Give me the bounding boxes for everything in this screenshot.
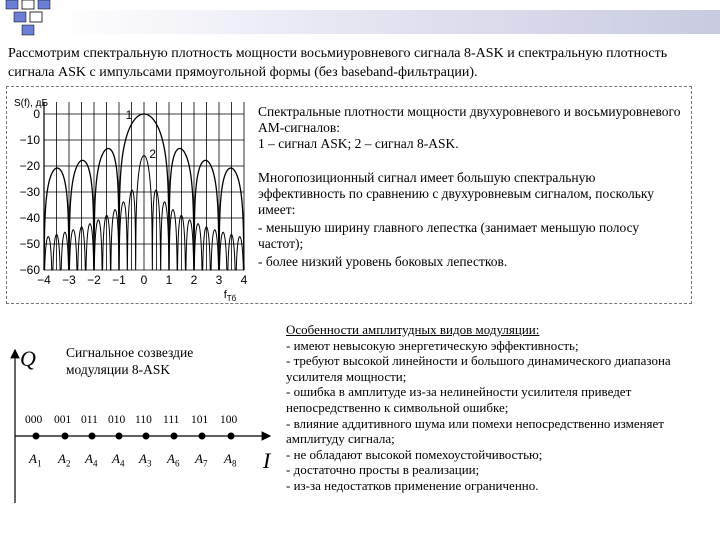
feature-item: - достаточно просты в реализации; xyxy=(286,462,480,478)
y-tick-label: −30 xyxy=(19,185,40,199)
feature-item: - имеют невысокую энергетическую эффективность; xyxy=(286,337,579,353)
bit-label: 111 xyxy=(163,414,180,426)
point-label: $A_7$ xyxy=(195,451,208,469)
feature-item: - влияние аддитивного шума или помехи непосредственно изменяет амплитуду сигнала; xyxy=(286,415,664,447)
constellation-point xyxy=(89,433,96,440)
x-tick-label: 4 xyxy=(240,273,248,287)
spectrum-caption xyxy=(258,104,686,152)
x-tick-label: −1 xyxy=(112,273,126,287)
constellation-point xyxy=(228,433,235,440)
constellation-point xyxy=(171,433,178,440)
feature-item: - требуют высокой линейности и большого динамического диапазона усилителя мощности; xyxy=(286,353,671,384)
bit-label: 010 xyxy=(108,414,126,426)
point-label: $A_6$ xyxy=(167,451,180,469)
y-axis-label: S(f), дБ xyxy=(14,98,49,109)
q-axis-label: Q xyxy=(20,346,36,371)
series-label: 2 xyxy=(149,147,157,162)
x-tick-label: 0 xyxy=(140,273,148,287)
point-label: $A_3$ xyxy=(139,451,152,469)
i-axis-label: I xyxy=(263,448,271,473)
y-tick-label: −10 xyxy=(19,133,40,147)
multilevel-block xyxy=(258,170,686,270)
bit-label: 101 xyxy=(191,414,209,426)
feature-item: - ошибка в амплитуде из-за нелинейности усилителя приведет непосредственно к символьной ошибке; xyxy=(286,384,632,415)
bit-label: 100 xyxy=(220,414,238,426)
y-tick-label: 0 xyxy=(33,107,40,121)
spectrum-chart xyxy=(8,92,254,303)
multilevel-item: - более низкий уровень боковых лепестков. xyxy=(258,254,508,269)
point-label: $A_8$ xyxy=(224,451,237,469)
series-label: 1 xyxy=(125,108,133,123)
intro-paragraph: Рассмотрим спектральную плотность мощности восьмиуровневого сигнала 8-ASK и спектральную плотность сигнала ASK с импульсами прямоугольной формы (без baseband-фильтрации). xyxy=(8,46,668,80)
feature-item: - из-за недостатков применение ограниченно. xyxy=(286,477,539,493)
decorative-squares xyxy=(0,0,60,40)
spectrum-caption-text: Спектральные плотности мощности двухуровневого и восьмиуровневого АМ-сигналов: 1 – сигнал ASK; 2 – сигнал 8-ASK. xyxy=(258,104,681,151)
x-tick-label: 3 xyxy=(215,273,223,287)
y-tick-label: −20 xyxy=(19,159,40,173)
multilevel-item: - меньшую ширину главного лепестка (занимает меньшую полосу частот); xyxy=(258,220,640,251)
bit-label: 110 xyxy=(135,414,152,426)
constellation-diagram xyxy=(0,340,285,540)
x-tick-label: −2 xyxy=(87,273,101,287)
point-label: $A_2$ xyxy=(58,451,71,469)
feature-item: - не обладают высокой помехоустойчивостью; xyxy=(286,446,543,462)
constellation-point xyxy=(33,433,40,440)
bit-label: 000 xyxy=(25,414,43,426)
x-tick-label: −4 xyxy=(37,273,51,287)
x-tick-label: 2 xyxy=(190,273,198,287)
point-label: $A_4$ xyxy=(85,451,98,469)
x-tick-label: −3 xyxy=(62,273,76,287)
point-label: $A_1$ xyxy=(29,451,42,469)
bit-label: 011 xyxy=(81,414,98,426)
y-tick-label: −60 xyxy=(19,263,40,277)
constellation-point xyxy=(199,433,206,440)
x-axis-label: $f_{Tб}$ xyxy=(223,289,237,303)
constellation-point xyxy=(143,433,150,440)
x-tick-label: 1 xyxy=(165,273,173,287)
constellation-point xyxy=(62,433,69,440)
y-tick-label: −50 xyxy=(19,237,40,251)
constellation-caption: Сигнальное созвездие модуляции 8-ASK xyxy=(66,345,194,377)
features-heading: Особенности амплитудных видов модуляции: xyxy=(286,322,540,337)
multilevel-lead: Многопозиционный сигнал имеет большую спектральную эффективность по сравнению с двухуровневым сигналом, поскольку имеет: xyxy=(258,170,655,217)
y-tick-label: −40 xyxy=(19,211,40,225)
point-label: $A_4$ xyxy=(112,451,125,469)
header-gradient-band xyxy=(55,10,720,34)
features-list xyxy=(286,322,718,494)
bit-label: 001 xyxy=(54,414,72,426)
constellation-point xyxy=(116,433,123,440)
